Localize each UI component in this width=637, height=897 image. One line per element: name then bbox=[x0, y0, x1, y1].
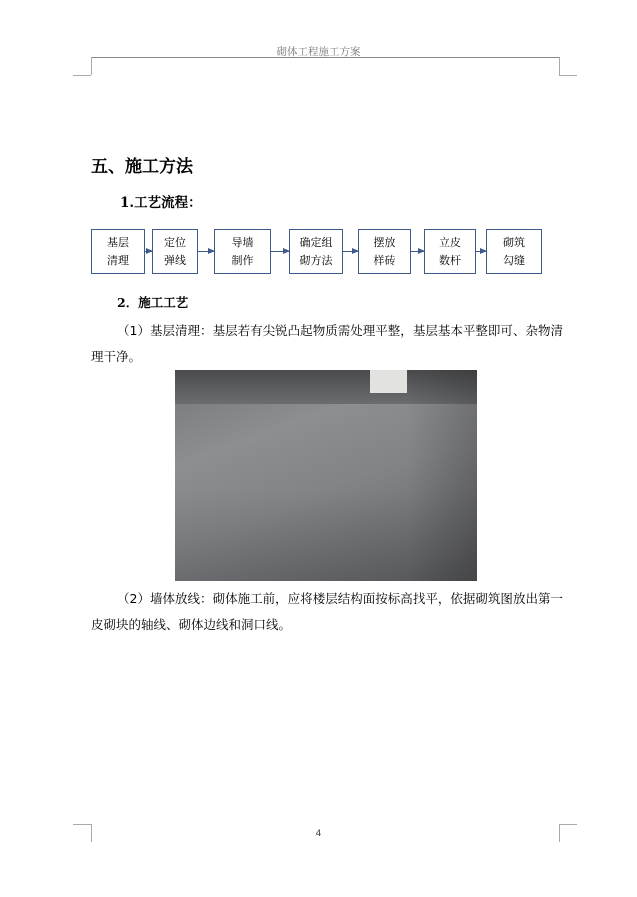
flow-step: 导墙 制作 bbox=[214, 229, 271, 274]
site-photo bbox=[175, 370, 477, 581]
header-title: 砌体工程施工方案 bbox=[276, 46, 361, 58]
flow-step: 立皮 数杆 bbox=[424, 229, 476, 274]
crop-mark-top-left bbox=[73, 75, 91, 76]
flow-step: 定位 弹线 bbox=[152, 229, 198, 274]
flow-step: 确定组 砌方法 bbox=[289, 229, 343, 274]
crop-mark-bottom-left bbox=[73, 824, 91, 825]
flow-step: 基层 清理 bbox=[91, 229, 145, 274]
section-heading: 五、施工方法 bbox=[91, 157, 193, 177]
flow-arrow bbox=[343, 251, 358, 252]
subsection-heading-process: 1.工艺流程： bbox=[120, 195, 202, 211]
crop-mark-top-left bbox=[91, 57, 92, 75]
page-number: 4 bbox=[315, 829, 322, 839]
header-rule bbox=[91, 57, 559, 58]
paragraph-base-cleaning: （1）基层清理：基层若有尖锐凸起物质需处理平整，基层基本平整即可、杂物清理干净。 bbox=[91, 323, 563, 364]
flow-arrow bbox=[198, 251, 214, 252]
flow-step: 砌筑 勾缝 bbox=[486, 229, 542, 274]
flow-arrow bbox=[411, 251, 424, 252]
paragraph-wall-layout: （2）墙体放线：砌体施工前，应将楼层结构面按标高找平，依据砌筑图放出第一皮砌块的轴线、砌体边线和洞口线。 bbox=[91, 591, 563, 632]
flow-arrow bbox=[271, 251, 289, 252]
crop-mark-top-right bbox=[559, 57, 560, 75]
flow-arrow bbox=[476, 251, 486, 252]
crop-mark-top-right bbox=[559, 75, 577, 76]
crop-mark-bottom-right bbox=[559, 824, 577, 825]
subsection-heading-craft: 2．施工工艺 bbox=[117, 295, 189, 310]
flow-step: 摆放 样砖 bbox=[358, 229, 411, 274]
flow-arrow bbox=[145, 251, 152, 252]
